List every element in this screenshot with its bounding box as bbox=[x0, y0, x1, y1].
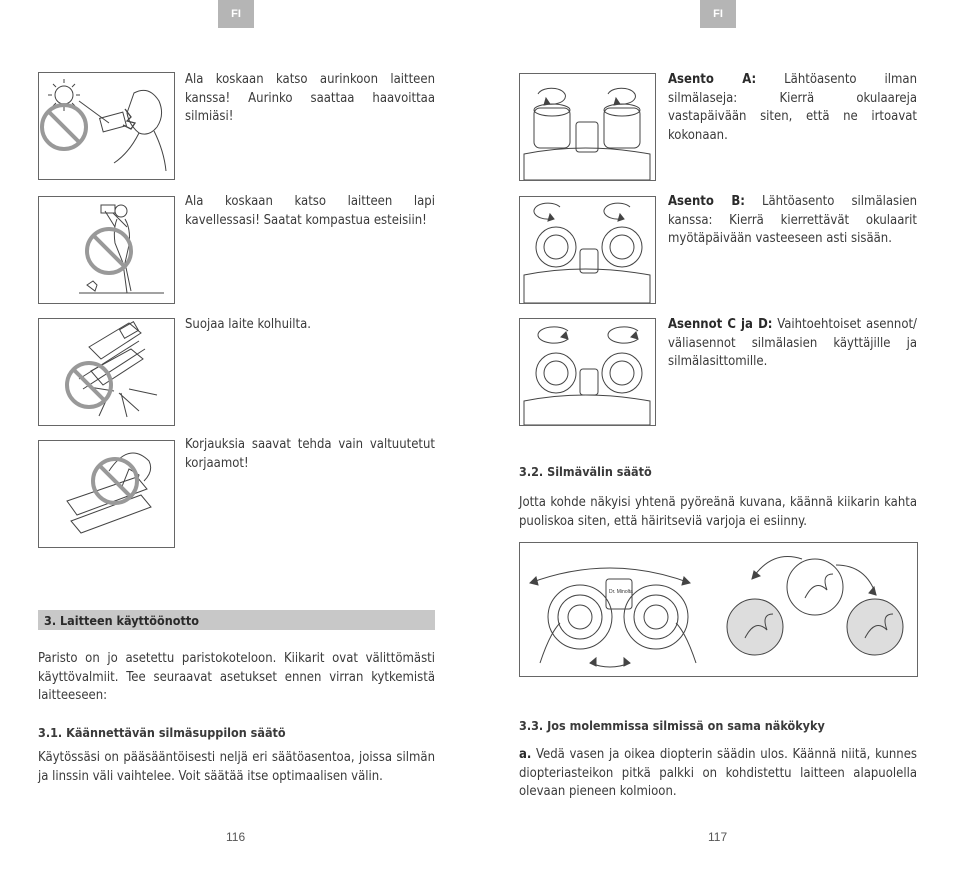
counterclockwise-arrow-icon bbox=[538, 88, 565, 104]
position-b-drawing bbox=[520, 197, 655, 303]
position-cd-drawing bbox=[520, 319, 655, 425]
section-intro-text: Paristo on jo asetettu paristokoteloon. Kiikarit ovat välittömästi käyttövalmiit. Tee seuraavat asetukset ennen virran kytkemistä laitteeseen: bbox=[38, 651, 435, 703]
diopter-step-text: Vedä vasen ja oikea diopterin säädin ulos. Käännä niitä, kunnes diopteriasteikon pitkä palkki on kohdistettu laitteen alapuolella olevaan pieneen kolmioon. bbox=[519, 747, 917, 799]
position-cd-text bbox=[668, 316, 917, 372]
subsection-3-1-text: Käytössäsi on pääsääntöisesti neljä eri säätöasentoa, joissa silmän ja linssin väli vaihtelee. Voit säätää itse optimaalisen välin. bbox=[38, 750, 435, 784]
section-title: 3. Laitteen käyttöönotto bbox=[44, 612, 199, 628]
interpupillary-drawing bbox=[520, 543, 917, 676]
position-cd-label: Asennot C ja D: bbox=[668, 317, 773, 332]
subsection-3-3-text bbox=[519, 746, 917, 802]
position-cd-figure bbox=[519, 318, 656, 426]
position-b-desc: Lähtöasento silmälasien kanssa: Kierrä kierrettävät okulaarit myötäpäivään vasteeseen asti sisään. bbox=[668, 194, 917, 246]
warning-text-4: Korjauksia saavat tehda vain valtuutetut korjaamot! bbox=[185, 437, 435, 471]
sun-warning-icon bbox=[39, 73, 174, 179]
position-b-figure bbox=[519, 196, 656, 304]
walking-warning-figure bbox=[38, 196, 175, 304]
page-number-right: 117 bbox=[708, 830, 728, 844]
interpupillary-figure bbox=[519, 542, 918, 677]
warning-text-2: Ala koskaan katso laitteen lapi kavellessasi! Saatat kompastua esteisiin! bbox=[185, 194, 435, 228]
warning-text-3: Suojaa laite kolhuilta. bbox=[185, 317, 311, 332]
drop-warning-icon bbox=[39, 319, 174, 425]
language-tab-left: FI bbox=[218, 0, 254, 28]
subsection-3-1-title: 3.1. Käännettävän silmäsuppilon säätö bbox=[38, 725, 286, 740]
position-b-label: Asento B: bbox=[668, 194, 745, 209]
position-a-figure bbox=[519, 73, 656, 181]
position-b-text bbox=[668, 193, 917, 249]
position-cd-desc: Vaihtoehtoiset asennot/ väliasennot silmälasien käyttäjille ja silmälasittomille. bbox=[668, 317, 917, 369]
page-number-left: 116 bbox=[226, 830, 246, 844]
clockwise-arrow-icon bbox=[534, 203, 560, 219]
diopter-step-label: a. bbox=[519, 747, 532, 762]
position-a-text bbox=[668, 71, 917, 145]
warning-text-1: Ala koskaan katso aurinkoon laitteen kanssa! Aurinko saattaa haavoittaa silmiäsi! bbox=[185, 72, 435, 124]
language-tab-right: FI bbox=[700, 0, 736, 28]
drop-warning-figure bbox=[38, 318, 175, 426]
subsection-3-2-title: 3.2. Silmävälin säätö bbox=[519, 464, 652, 479]
repair-warning-icon bbox=[39, 441, 174, 547]
position-a-drawing bbox=[520, 74, 655, 180]
subsection-3-2-text: Jotta kohde näkyisi yhtenä pyöreänä kuvana, käännä kiikarin kahta puoliskoa siten, että häiritseviä varjoja ei esiinny. bbox=[519, 495, 917, 529]
binocular-brand-text: Dr. Minolta bbox=[609, 589, 633, 595]
sun-warning-figure bbox=[38, 72, 175, 180]
repair-warning-figure bbox=[38, 440, 175, 548]
section-title-bar bbox=[38, 610, 435, 630]
walking-warning-icon bbox=[39, 197, 174, 303]
subsection-3-3-title: 3.3. Jos molemmissa silmissä on sama näkökyky bbox=[519, 718, 825, 733]
position-a-desc: Lähtöasento ilman silmälaseja: Kierrä okulaareja vastapäivään siten, että ne irtoavat kokonaan. bbox=[668, 72, 917, 143]
position-a-label: Asento A: bbox=[668, 72, 757, 87]
